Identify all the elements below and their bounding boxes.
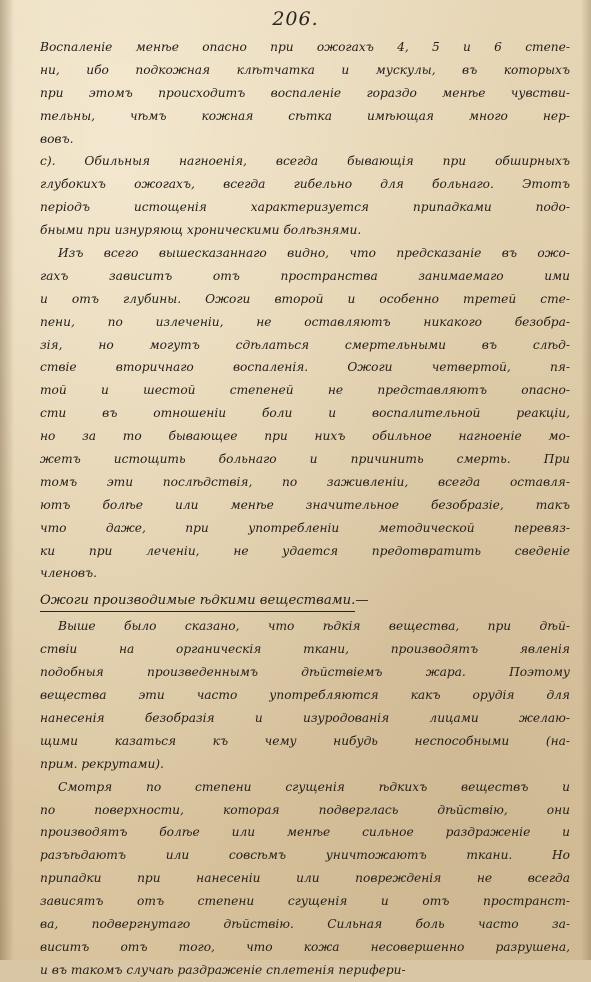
manuscript-line: щими казаться къ чему нибудь неспособными (на- xyxy=(40,733,570,748)
manuscript-line: томъ эти послѣдствія, по заживленіи, всегда оставля- xyxy=(40,474,570,489)
manuscript-line: жетъ истощить больнаго и причинить смерть. При xyxy=(40,452,570,467)
manuscript-text xyxy=(40,36,570,982)
manuscript-line: но за то бывающее при нихъ обильное нагноеніе мо- xyxy=(40,429,570,444)
manuscript-line: тельны, чѣмъ кожная сѣтка имѣющая много нер- xyxy=(40,108,570,123)
manuscript-line: Воспаленіе менѣе опасно при ожогахъ 4, 5 и 6 степе- xyxy=(40,40,570,54)
manuscript-line: и въ такомъ случаѣ раздраженіе сплетенія перифери- xyxy=(40,962,406,977)
manuscript-line: виситъ отъ того, что кожа несовершенно разрушена, xyxy=(40,939,570,954)
manuscript-line: гахъ зависитъ отъ пространства занимаемаго ими xyxy=(40,268,570,283)
manuscript-line: ва, подвергнутаго дѣйствію. Сильная боль часто за- xyxy=(40,916,570,931)
manuscript-line: ни, ибо подкожная клѣтчатка и мускулы, въ которыхъ xyxy=(40,62,570,77)
manuscript-line: ствіи на органическія ткани, производятъ явленія xyxy=(40,642,570,657)
paragraph-block-caustic-burns xyxy=(40,615,570,981)
manuscript-line: прим. рекрутами). xyxy=(40,756,164,771)
manuscript-line: зависятъ отъ степени сгущенія и отъ пространст- xyxy=(40,894,570,909)
manuscript-line: пени, по излеченіи, не оставляютъ никакого безобра- xyxy=(40,314,570,329)
manuscript-line: бными при изнуряющ хроническими болѣзнями. xyxy=(40,223,362,238)
manuscript-line: вещества эти часто употребляются какъ орудія для xyxy=(40,688,570,703)
manuscript-line: нанесенія безобразія и изуродованія лицами желаю- xyxy=(40,710,570,725)
manuscript-line: при этомъ происходитъ воспаленіе гораздо менѣе чувстви- xyxy=(40,85,570,100)
manuscript-line: подобныя произведеннымъ дѣйствіемъ жара. Поэтому xyxy=(40,665,570,680)
paragraph-block-burn-prognosis xyxy=(40,36,570,585)
manuscript-line: вовъ. xyxy=(40,131,74,146)
section-heading-line xyxy=(40,587,570,615)
manuscript-line: членовъ. xyxy=(40,566,98,581)
manuscript-line: зія, но могутъ сдѣлаться смертельными въ слѣд- xyxy=(40,337,570,352)
manuscript-line: ствіе вторичнаго воспаленія. Ожоги четвертой, пя- xyxy=(40,360,570,375)
manuscript-line: что даже, при употребленіи методической перевяз- xyxy=(40,520,570,535)
manuscript-line: с). Обильныя нагноенія, всегда бывающія при обширныхъ xyxy=(40,154,570,169)
manuscript-line: Изъ всего вышесказаннаго видно, что предсказаніе въ ожо- xyxy=(58,246,570,261)
manuscript-line: Выше было сказано, что ѣдкія вещества, при дѣй- xyxy=(58,619,570,634)
manuscript-line: ютъ болѣе или менѣе значительное безобразіе, такъ xyxy=(40,497,570,512)
manuscript-line: сти въ отношеніи боли и воспалительной реакціи, xyxy=(40,406,570,421)
manuscript-line: глубокихъ ожогахъ, всегда гибельно для больнаго. Этотъ xyxy=(40,177,570,192)
manuscript-line: той и шестой степеней не представляютъ опасно- xyxy=(40,383,570,398)
manuscript-line: періодъ истощенія характеризуется припадками подо- xyxy=(40,200,570,215)
page-number: 206. xyxy=(272,8,319,30)
manuscript-line: Смотря по степени сгущенія ѣдкихъ веществъ и xyxy=(58,779,570,794)
manuscript-line: производятъ болѣе или менѣе сильное раздраженіе и xyxy=(40,825,570,840)
heading-dash: — xyxy=(355,593,369,609)
manuscript-line: разъѣдаютъ или совсѣмъ уничтожаютъ ткани. Но xyxy=(40,848,570,863)
section-heading: Ожоги производимые ѣдкими веществами. xyxy=(40,591,355,612)
manuscript-line: припадки при нанесеніи или поврежденія не всегда xyxy=(40,871,570,886)
manuscript-line: и отъ глубины. Ожоги второй и особенно третей сте- xyxy=(40,291,570,306)
manuscript-line: по поверхности, которая подверглась дѣйствію, они xyxy=(40,802,570,817)
manuscript-line: ки при леченіи, не удается предотвратить сведеніе xyxy=(40,543,570,558)
